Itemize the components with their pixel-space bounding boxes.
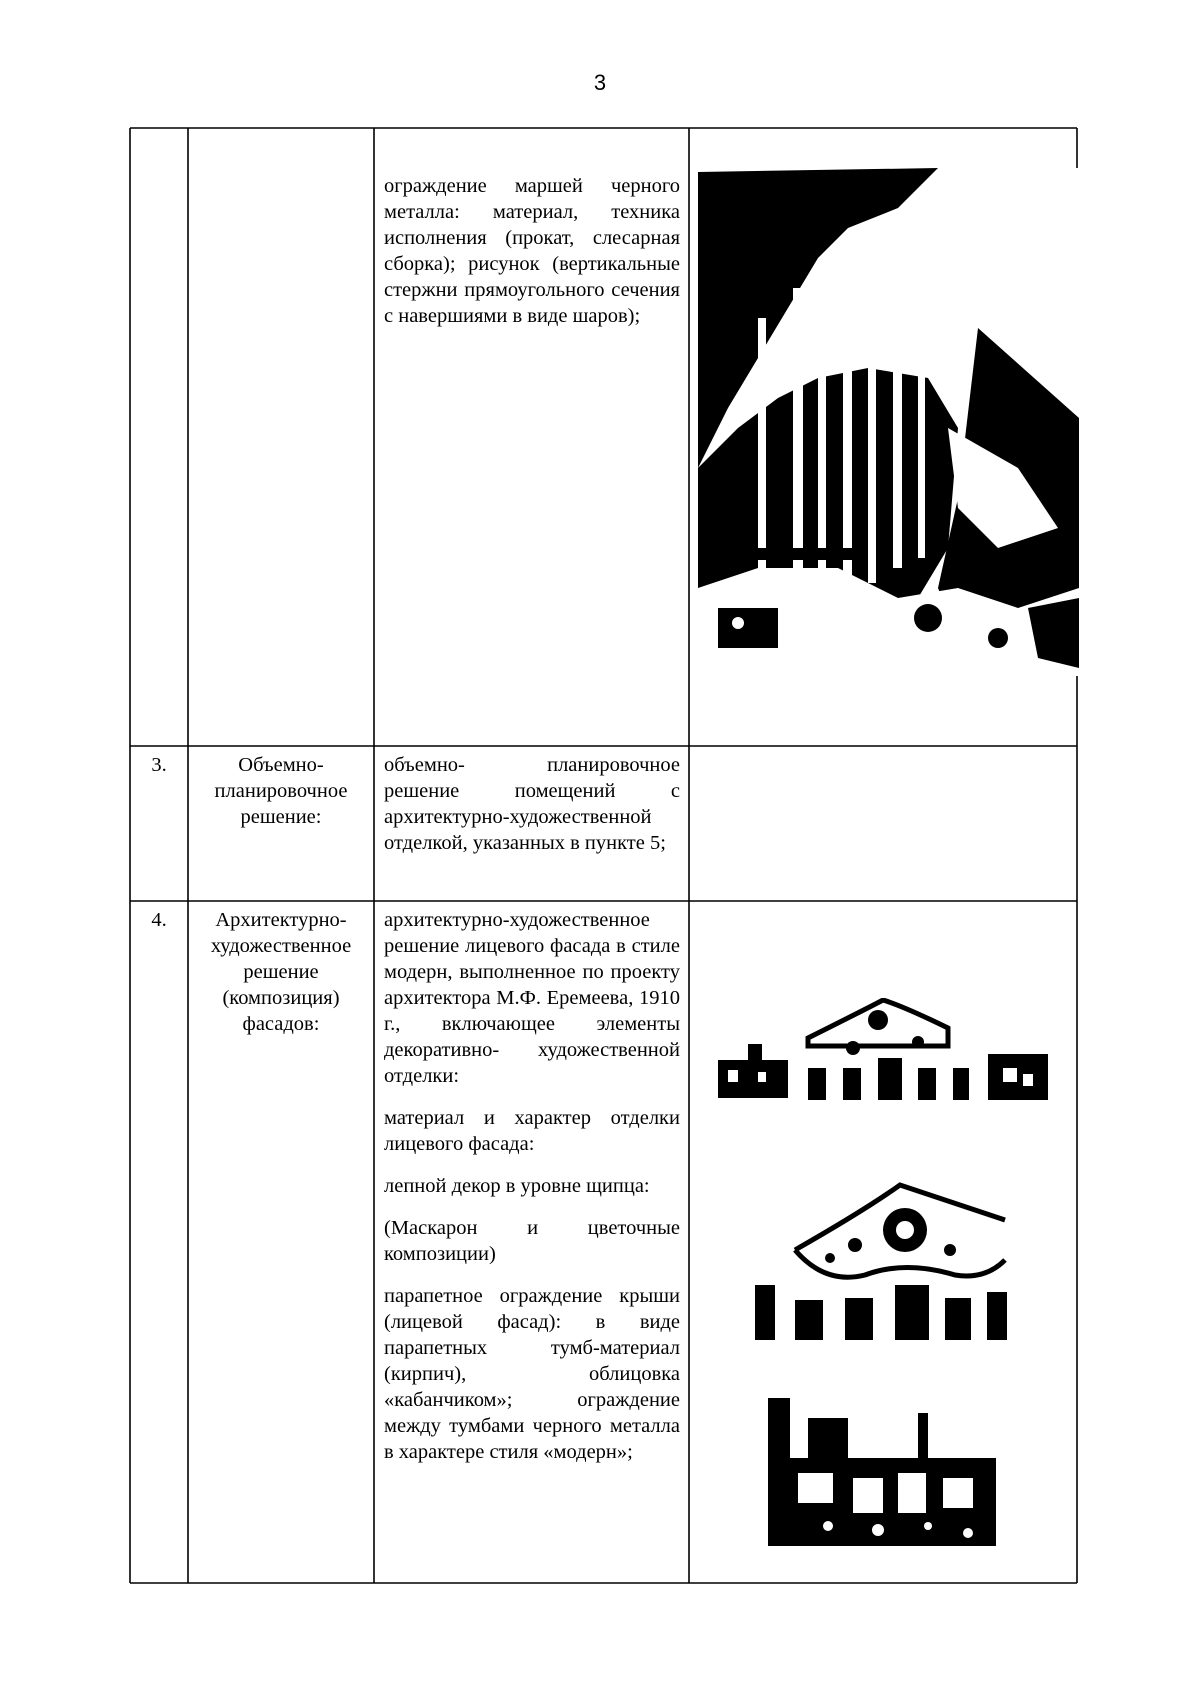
- facade-parapet-photo: [768, 1398, 996, 1546]
- row-continuation-description: [384, 173, 680, 329]
- facade-full-photo: [718, 998, 1048, 1100]
- page-number: 3: [593, 70, 607, 95]
- description-paragraph: (Маскарон и цветочные композиции): [384, 1217, 680, 1265]
- row-3-title: Объемно-планировочное решение:: [214, 754, 348, 828]
- description-paragraph: объемно- планировочное решение помещений с архитектурно-художественной отделкой, указанных в пункте 5;: [384, 754, 680, 854]
- description-paragraph: парапетное ограждение крыши (лицевой фасад): в виде парапетных тумб-материал (кирпич), облицовка «кабанчиком»; ограждение между тумбами черного металла в характере стиля «модерн»;: [384, 1285, 680, 1463]
- staircase-railing-photo: [698, 168, 1079, 676]
- description-paragraph: лепной декор в уровне щипца:: [384, 1175, 650, 1197]
- description-paragraph: материал и характер отделки лицевого фасада:: [384, 1107, 680, 1155]
- description-paragraph: архитектурно-художественное решение лицевого фасада в стиле модерн, выполненное по проекту архитектора М.Ф. Еремеева, 1910 г., включающее элементы декоративно- художественной отделки:: [384, 909, 680, 1087]
- row-3-number: 3.: [151, 754, 167, 776]
- row-4-number: 4.: [151, 909, 167, 931]
- description-paragraph: ограждение маршей черного металла: материал, техника исполнения (прокат, слесарная сборка); рисунок (вертикальные стержни прямоугольного сечения с навершиями в виде шаров);: [384, 175, 680, 327]
- row-4-description: [384, 907, 680, 1465]
- facade-gable-decor-photo: [755, 1180, 1015, 1340]
- row-3-description: [384, 752, 680, 856]
- row-4-title: Архитектурно-художественное решение (композиция) фасадов:: [210, 909, 352, 1035]
